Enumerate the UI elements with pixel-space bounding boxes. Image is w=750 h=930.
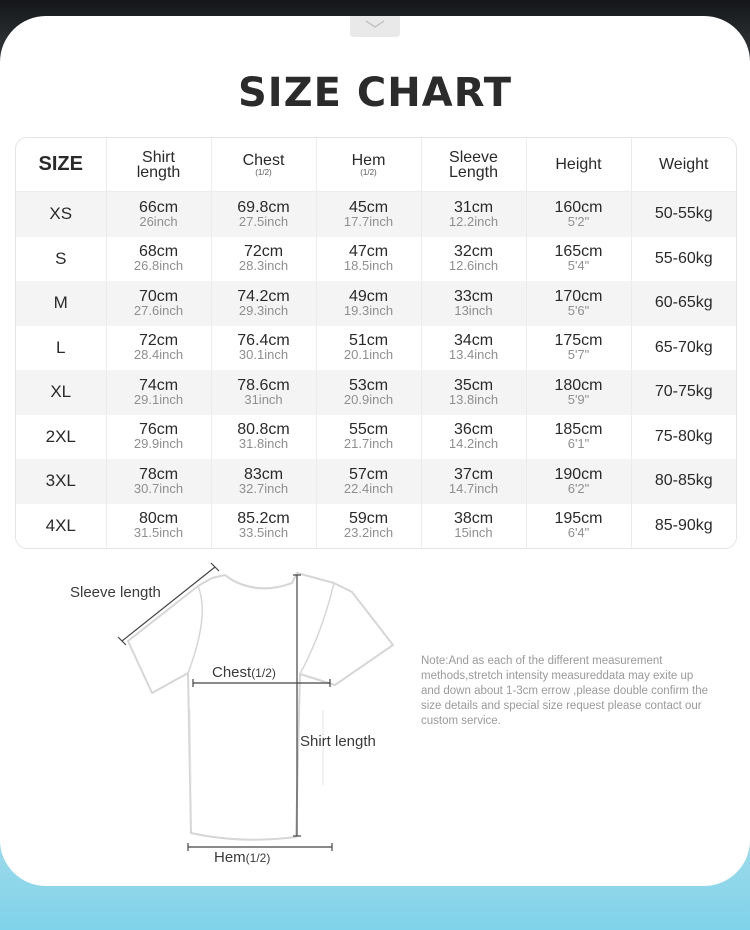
height-primary: 185cm (554, 421, 603, 439)
table-row (16, 370, 736, 415)
sleeve-length-primary: 34cm (453, 332, 494, 350)
shirt-length-cell (106, 459, 211, 504)
chest-secondary: 31.8inch (238, 436, 289, 452)
height-primary: 165cm (554, 243, 603, 261)
height-cell (526, 504, 631, 549)
measurement-note: Note:And as each of the different measurement methods,stretch intensity measureddata may exite up and down about 1-3cm errow ,please double confirm the size details and special size request please contact our custom service. (421, 655, 709, 727)
sleeve-length-primary: 35cm (453, 376, 494, 394)
size-cell: S (16, 237, 106, 282)
sleeve-length-cell (421, 192, 526, 237)
shirt-length-primary: 80cm (138, 510, 179, 528)
header-hem: Hem (1/2) (316, 138, 421, 192)
hem-secondary: 21.7inch (343, 436, 394, 452)
sleeve-length-cell (421, 415, 526, 460)
chest-primary: 83cm (243, 465, 284, 483)
chest-cell (211, 326, 316, 371)
shirt-length-primary: 66cm (138, 198, 179, 216)
shirt-length-primary: 72cm (138, 332, 179, 350)
header-shirt-length: Shirt length (106, 138, 211, 192)
shirt-length-cell (106, 370, 211, 415)
page-title: SIZE CHART (237, 70, 513, 116)
chest-cell (211, 370, 316, 415)
shirt-length-cell (106, 192, 211, 237)
shirt-length-cell (106, 326, 211, 371)
sleeve-length-primary: 36cm (453, 421, 494, 439)
hem-primary: 59cm (348, 510, 389, 528)
sleeve-length-secondary: 12.2inch (448, 213, 499, 229)
hem-secondary: 18.5inch (343, 258, 394, 274)
hem-cell (316, 281, 421, 326)
header-chest: Chest (1/2) (211, 138, 316, 192)
chest-primary: 74.2cm (237, 287, 290, 305)
height-primary: 195cm (554, 510, 603, 528)
shirt-length-secondary: 28.4inch (133, 347, 184, 363)
sleeve-length-cell (421, 370, 526, 415)
tshirt-outline-icon (60, 555, 410, 870)
hem-secondary: 19.3inch (343, 302, 394, 318)
shirt-length-secondary: 27.6inch (133, 302, 184, 318)
sleeve-length-cell (421, 459, 526, 504)
table-row (16, 504, 736, 549)
hem-primary: 55cm (348, 421, 389, 439)
header-height: Height (526, 138, 631, 192)
table-row (16, 326, 736, 371)
collapse-tab[interactable] (350, 16, 400, 37)
sleeve-length-primary: 31cm (453, 198, 494, 216)
chest-secondary: 31inch (244, 391, 283, 407)
shirt-length-primary: 76cm (138, 421, 179, 439)
shirt-length-secondary: 29.9inch (133, 436, 184, 452)
height-cell (526, 237, 631, 282)
size-table-container (15, 137, 737, 549)
sleeve-length-label: Sleeve length (70, 584, 161, 601)
chest-cell (211, 504, 316, 549)
chest-primary: 85.2cm (237, 510, 290, 528)
hem-primary: 45cm (348, 198, 389, 216)
tshirt-diagram (60, 555, 410, 870)
sleeve-length-cell (421, 504, 526, 549)
weight-cell: 85-90kg (631, 504, 736, 549)
height-cell (526, 370, 631, 415)
sleeve-length-secondary: 14.7inch (448, 480, 499, 496)
chest-cell (211, 192, 316, 237)
table-row (16, 237, 736, 282)
header-weight: Weight (631, 138, 736, 192)
hem-cell (316, 415, 421, 460)
hem-cell (316, 370, 421, 415)
hem-cell (316, 326, 421, 371)
shirt-length-primary: 74cm (138, 376, 179, 394)
hem-primary: 47cm (348, 243, 389, 261)
shirt-length-cell (106, 237, 211, 282)
weight-cell: 75-80kg (631, 415, 736, 460)
chest-secondary: 30.1inch (238, 347, 289, 363)
height-cell (526, 281, 631, 326)
height-primary: 175cm (554, 332, 603, 350)
height-secondary: 6'4" (567, 525, 590, 541)
hem-primary: 53cm (348, 376, 389, 394)
sleeve-length-primary: 38cm (453, 510, 494, 528)
chest-secondary: 32.7inch (238, 480, 289, 496)
sleeve-length-secondary: 15inch (454, 525, 493, 541)
hem-cell (316, 504, 421, 549)
chest-cell (211, 237, 316, 282)
chest-cell (211, 459, 316, 504)
chevron-down-icon (364, 19, 386, 29)
shirt-length-cell (106, 281, 211, 326)
header-sleeve-length: Sleeve Length (421, 138, 526, 192)
shirt-length-cell (106, 415, 211, 460)
header-size: SIZE (16, 138, 106, 192)
shirt-length-secondary: 29.1inch (133, 391, 184, 407)
size-table (16, 138, 736, 548)
hem-primary: 51cm (348, 332, 389, 350)
height-primary: 180cm (554, 376, 603, 394)
chest-label: Chest(1/2) (212, 664, 276, 681)
sleeve-length-cell (421, 237, 526, 282)
hem-cell (316, 192, 421, 237)
weight-cell: 80-85kg (631, 459, 736, 504)
shirt-length-primary: 70cm (138, 287, 179, 305)
height-cell (526, 192, 631, 237)
hem-label: Hem(1/2) (214, 849, 271, 866)
hem-cell (316, 237, 421, 282)
hem-primary: 49cm (348, 287, 389, 305)
weight-cell: 50-55kg (631, 192, 736, 237)
height-cell (526, 459, 631, 504)
shirt-length-secondary: 26.8inch (133, 258, 184, 274)
height-secondary: 5'7" (567, 347, 590, 363)
hem-primary: 57cm (348, 465, 389, 483)
sleeve-length-secondary: 14.2inch (448, 436, 499, 452)
shirt-length-cell (106, 504, 211, 549)
chest-primary: 72cm (243, 243, 284, 261)
hem-secondary: 20.9inch (343, 391, 394, 407)
sleeve-length-secondary: 12.6inch (448, 258, 499, 274)
chest-secondary: 28.3inch (238, 258, 289, 274)
sleeve-length-secondary: 13.4inch (448, 347, 499, 363)
chest-primary: 78.6cm (237, 376, 290, 394)
sleeve-length-cell (421, 326, 526, 371)
hem-secondary: 23.2inch (343, 525, 394, 541)
weight-cell: 55-60kg (631, 237, 736, 282)
height-primary: 170cm (554, 287, 603, 305)
height-secondary: 5'4" (567, 258, 590, 274)
shirt-length-primary: 68cm (138, 243, 179, 261)
shirt-length-secondary: 26inch (139, 213, 178, 229)
height-primary: 160cm (554, 198, 603, 216)
height-secondary: 6'2" (567, 480, 590, 496)
height-primary: 190cm (554, 465, 603, 483)
size-cell: M (16, 281, 106, 326)
table-header-row (16, 138, 736, 192)
chest-cell (211, 415, 316, 460)
chest-secondary: 33.5inch (238, 525, 289, 541)
weight-cell: 60-65kg (631, 281, 736, 326)
shirt-length-primary: 78cm (138, 465, 179, 483)
weight-cell: 65-70kg (631, 326, 736, 371)
chest-primary: 80.8cm (237, 421, 290, 439)
hem-secondary: 20.1inch (343, 347, 394, 363)
chest-primary: 76.4cm (237, 332, 290, 350)
sleeve-length-primary: 33cm (453, 287, 494, 305)
size-cell: L (16, 326, 106, 371)
hem-secondary: 22.4inch (343, 480, 394, 496)
shirt-length-secondary: 30.7inch (133, 480, 184, 496)
size-cell: XS (16, 192, 106, 237)
height-secondary: 6'1" (567, 436, 590, 452)
height-cell (526, 326, 631, 371)
hem-cell (316, 459, 421, 504)
table-row (16, 192, 736, 237)
sleeve-length-secondary: 13.8inch (448, 391, 499, 407)
chest-cell (211, 281, 316, 326)
table-row (16, 281, 736, 326)
shirt-length-secondary: 31.5inch (133, 525, 184, 541)
size-cell: XL (16, 370, 106, 415)
chest-secondary: 27.5inch (238, 213, 289, 229)
height-secondary: 5'2" (567, 213, 590, 229)
chest-primary: 69.8cm (237, 198, 290, 216)
size-cell: 2XL (16, 415, 106, 460)
height-secondary: 5'9" (567, 391, 590, 407)
chest-secondary: 29.3inch (238, 302, 289, 318)
size-cell: 4XL (16, 504, 106, 549)
height-secondary: 5'6" (567, 302, 590, 318)
sleeve-length-cell (421, 281, 526, 326)
sleeve-length-primary: 32cm (453, 243, 494, 261)
table-row (16, 415, 736, 460)
weight-cell: 70-75kg (631, 370, 736, 415)
hem-secondary: 17.7inch (343, 213, 394, 229)
size-cell: 3XL (16, 459, 106, 504)
shirt-length-label: Shirt length (300, 733, 376, 750)
sleeve-length-primary: 37cm (453, 465, 494, 483)
height-cell (526, 415, 631, 460)
sleeve-length-secondary: 13inch (454, 302, 493, 318)
table-row (16, 459, 736, 504)
